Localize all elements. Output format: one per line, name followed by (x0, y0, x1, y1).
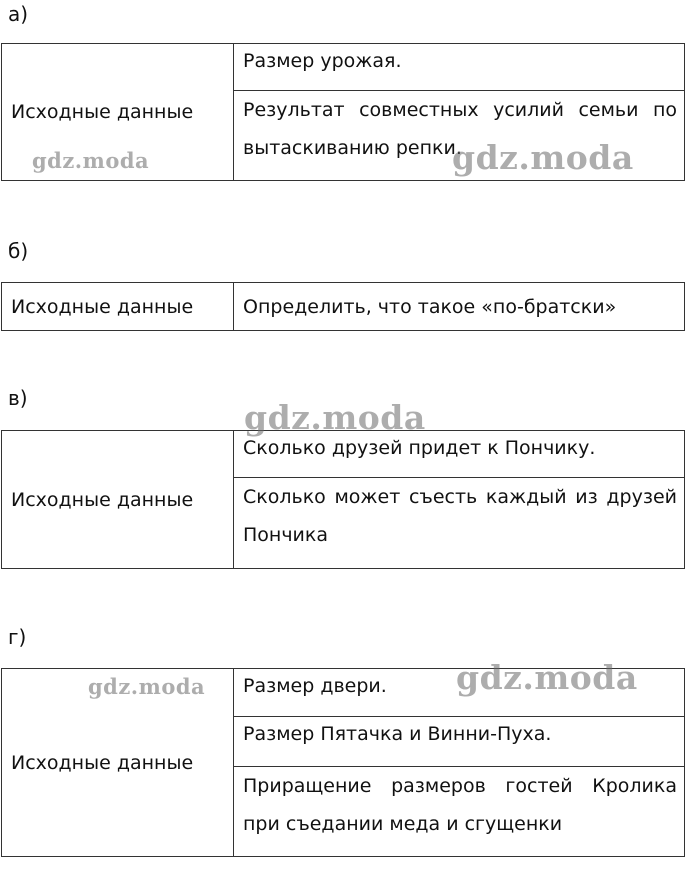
table-a-cell-2-text: Результат совместных усилий семьи по вытаскиванию репки. (243, 99, 677, 159)
table-d (1, 668, 685, 857)
table-c-cell-2 (234, 478, 685, 569)
table-d-cell-3 (234, 767, 685, 857)
table-c-cell-1-text: Сколько друзей придет к Пончику. (243, 437, 596, 459)
table-a-cell-2 (234, 91, 685, 181)
table-b-cell-1-text: Определить, что такое «по-братски» (243, 295, 617, 318)
watermark-5: gdz.moda (456, 658, 638, 697)
table-c (1, 430, 685, 569)
table-c-left-cell: Исходные данные (2, 431, 234, 569)
watermark-3: gdz.moda (244, 398, 426, 437)
table-a-cell-1 (234, 44, 685, 91)
section-a-label: а) (8, 2, 29, 26)
table-c-cell-1 (234, 431, 685, 478)
table-d-cell-2-text: Размер Пятачка и Винни-Пуха. (243, 723, 552, 745)
table-d-cell-3-text: Приращение размеров гостей Кролика при съедании меда и сгущенки (243, 775, 677, 835)
table-b-left-cell: Исходные данные (2, 283, 234, 331)
table-d-left-cell: Исходные данные (2, 669, 234, 857)
watermark-1: gdz.moda (32, 148, 150, 173)
watermark-2: gdz.moda (452, 138, 634, 177)
table-c-cell-2-text: Сколько может съесть каждый из друзей Пончика (243, 486, 677, 546)
table-b (1, 282, 685, 331)
section-d-label: г) (8, 625, 27, 649)
table-a (1, 43, 685, 181)
watermark-4: gdz.moda (88, 674, 206, 699)
section-c-label: в) (8, 386, 28, 410)
table-b-cell-1 (234, 283, 685, 331)
table-d-cell-2 (234, 717, 685, 767)
table-a-cell-1-text: Размер урожая. (243, 50, 402, 72)
section-b-label: б) (8, 239, 29, 263)
table-d-cell-1 (234, 669, 685, 717)
table-d-cell-1-text: Размер двери. (243, 675, 387, 697)
table-a-left-cell: Исходные данные (2, 44, 234, 181)
